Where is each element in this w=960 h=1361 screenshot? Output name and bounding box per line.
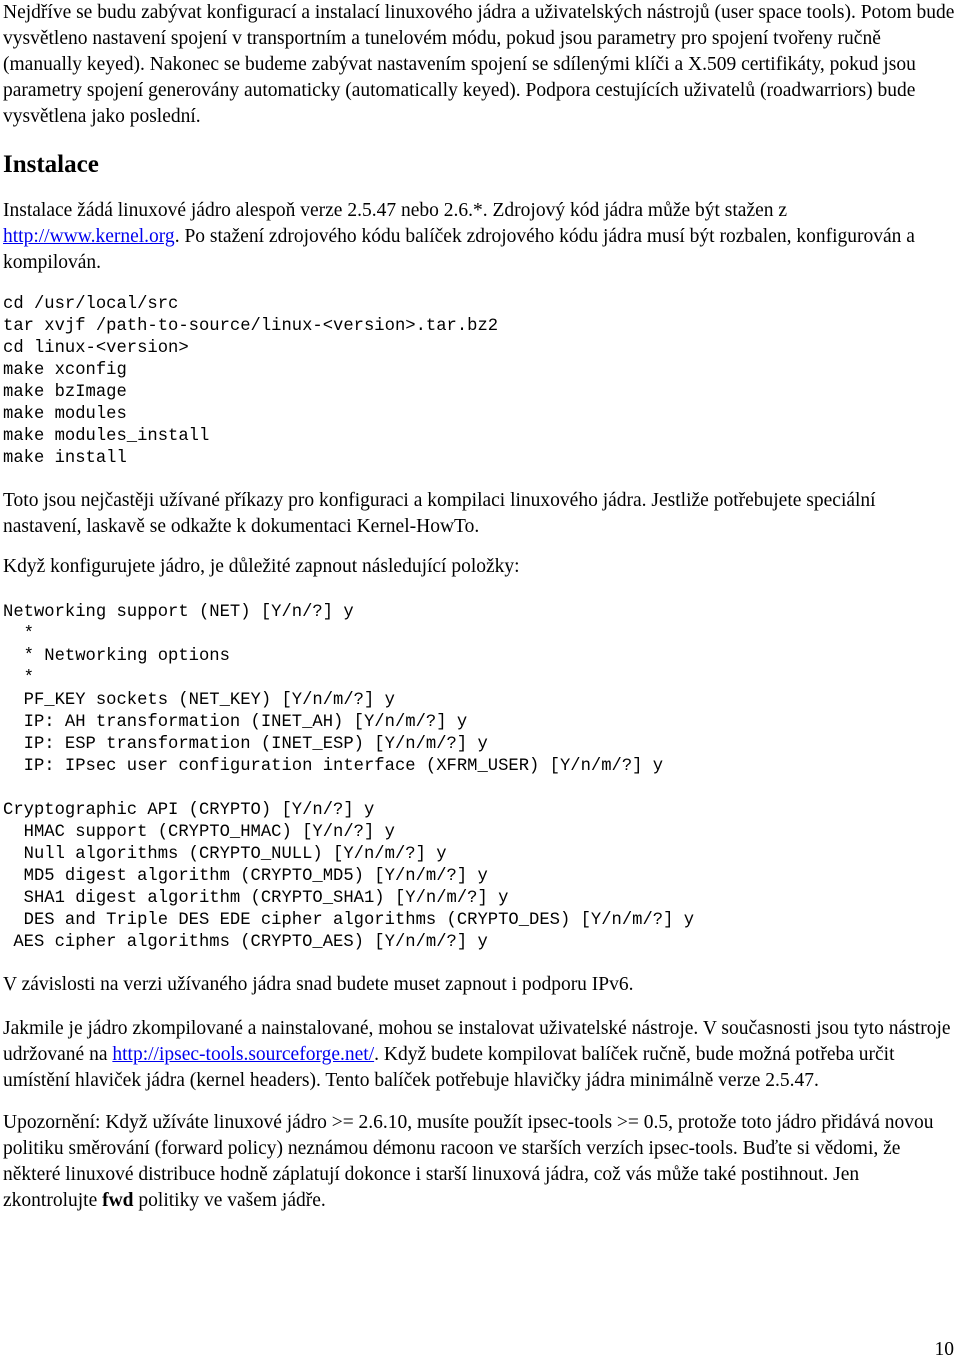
kernel-org-link[interactable]: http://www.kernel.org (3, 226, 175, 247)
ipv6-note: V závislosti na verzi užívaného jádra snad budete muset zapnout i podporu IPv6. (3, 974, 634, 995)
warning-text: Upozornění: Když užíváte linuxové jádro >= 2.6.10, musíte použít ipsec-tools >= 0.5, protože toto jádro přidává novou politiku směrování (forward policy) neznámou démonu racoon ve starších verzích ipsec-tools. Buďte si vědomi, že některé linuxové distribuce hodně záplatují dokonce i starší linuxová jádra, což vás může také postihnout. Jen zkontrolujte (3, 1112, 934, 1211)
install-text: Instalace žádá linuxové jádro alespoň verze 2.5.47 nebo 2.6.*. Zdrojový kód jádra může být stažen z (3, 200, 788, 221)
tools-text: Jakmile je jádro zkompilované a nainstalované, mohou se instalovat uživatelské nástroje. V současnosti jsou tyto nástroje udržované na (3, 1018, 951, 1065)
warning-text-end: politiky ve vašem jádře. (133, 1190, 326, 1211)
intro-paragraph: Nejdříve se budu zabývat konfigurací a instalací linuxového jádra a uživatelských nástrojů (user space tools). Potom bude vysvětleno nastavení spojení v transportním a tunelovém módu, pokud jsou parametry pro spojení tvořeny ručně (manually keyed). Nakonec se budeme zabývat nastavením spojení se sdílenými klíči a X.509 certifikáty, pokud jsou parametry spojení generovány automaticky (automatically keyed). Podpora cestujících uživatelů (roadwarriors) bude vysvětlena jako poslední. (3, 2, 955, 127)
section-heading: Instalace (3, 151, 99, 178)
networking-options-code: Networking support (NET) [Y/n/?] y * * Networking options * PF_KEY sockets (NET_KEY) [Y/n/m/?] y IP: AH transformation (INET_AH) [Y/n/m/?] y IP: ESP transformation (INET_ESP) [Y/n/m/?] y IP: IPsec user configuration interface (XFRM_USER) [Y/n/m/?] y (3, 603, 664, 776)
config-intro: Když konfigurujete jádro, je důležité zapnout následující položky: (3, 556, 520, 577)
install-text-continued: . Po stažení zdrojového kódu balíček zdrojového kódu jádra musí být rozbalen, konfigurován a kompilován. (3, 226, 915, 273)
page-number: 10 (934, 1339, 954, 1360)
commands-note: Toto jsou nejčastěji užívané příkazy pro konfiguraci a kompilaci linuxového jádra. Jestliže potřebujete speciální nastavení, laskavě se odkažte k dokumentaci Kernel-HowTo. (3, 490, 876, 537)
build-commands-code: cd /usr/local/src tar xvjf /path-to-source/linux-<version>.tar.bz2 cd linux-<version> make xconfig make bzImage make modules make modules_install make install (3, 295, 499, 468)
fwd-keyword: fwd (102, 1190, 134, 1211)
ipsec-tools-link[interactable]: http://ipsec-tools.sourceforge.net/ (112, 1044, 375, 1065)
crypto-options-code: Cryptographic API (CRYPTO) [Y/n/?] y HMAC support (CRYPTO_HMAC) [Y/n/?] y Null algorithms (CRYPTO_NULL) [Y/n/m/?] y MD5 digest algorithm (CRYPTO_MD5) [Y/n/m/?] y SHA1 digest algorithm (CRYPTO_SHA1) [Y/n/m/?] y DES and Triple DES EDE cipher algorithms (CRYPTO_DES) [Y/n/m/?] y AES cipher algorithms (CRYPTO_AES) [Y/n/m/?] y (3, 801, 695, 952)
tools-text-continued: . Když budete kompilovat balíček ručně, bude možná potřeba určit umístění hlaviček jádra (kernel headers). Tento balíček potřebuje hlavičky jádra minimálně verze 2.5.47. (3, 1044, 895, 1091)
tools-paragraph (3, 1016, 955, 1094)
document-page (3, 0, 955, 1214)
warning-paragraph (3, 1110, 955, 1214)
install-paragraph (3, 198, 955, 276)
